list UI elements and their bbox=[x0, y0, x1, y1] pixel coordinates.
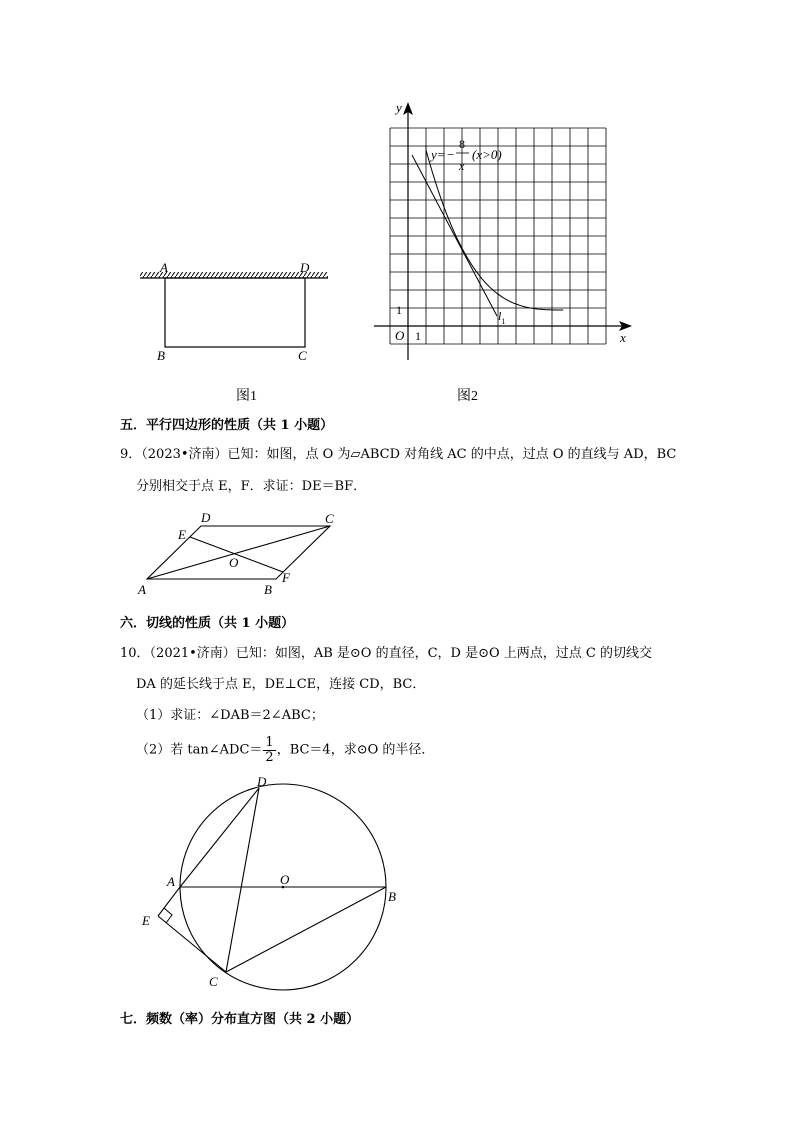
chord-dc bbox=[226, 788, 259, 972]
q9-label-a: A bbox=[138, 582, 146, 597]
chord-cb bbox=[226, 887, 386, 972]
axis-x-label: x bbox=[620, 330, 626, 345]
q10-fraction-den: 2 bbox=[265, 750, 274, 765]
q10-number: 10． bbox=[120, 646, 150, 661]
axis-y-label: y bbox=[396, 100, 402, 115]
fig1-label-b: B bbox=[157, 348, 165, 363]
formula-denominator: x bbox=[459, 159, 465, 173]
q9-source: （2023•济南） bbox=[141, 447, 228, 462]
line-l1-label: $l_1$ bbox=[498, 309, 506, 326]
fig1-label-a: A bbox=[160, 260, 168, 275]
fig2-caption: 图2 bbox=[457, 389, 478, 404]
tangent-ec bbox=[158, 916, 226, 972]
fig1-caption: 图1 bbox=[236, 389, 257, 404]
q10-part-2-suffix: ，BC＝4，求⊙O 的半径． bbox=[276, 742, 435, 758]
q10-text-1: 已知：如图，AB 是⊙O 的直径，C，D 是⊙O 上两点，过点 C 的切线交 bbox=[235, 646, 652, 661]
q9-text-1: 已知：如图，点 O 为▱ABCD 对角线 AC 的中点，过点 O 的直线与 AD，BC bbox=[227, 447, 677, 462]
fig1-label-d: D bbox=[300, 260, 310, 275]
q9-label-b: B bbox=[264, 582, 272, 597]
tick-y-label: 1 bbox=[396, 303, 402, 317]
q10-part-2-prefix: （2）若 tan∠ADC＝ bbox=[136, 742, 263, 758]
formula-numerator: 8 bbox=[459, 137, 465, 151]
formula-prefix: y= bbox=[431, 147, 446, 162]
chord-ad bbox=[180, 788, 259, 887]
q9-label-c: C bbox=[325, 511, 334, 526]
right-angle-mark bbox=[164, 908, 172, 923]
q9-label-f: F bbox=[282, 570, 290, 585]
section-5-title: 五．平行四边形的性质（共 1 小题） bbox=[120, 418, 334, 433]
q10-label-e: E bbox=[142, 913, 150, 928]
formula-suffix: (x>0) bbox=[472, 147, 502, 162]
origin-label: O bbox=[395, 328, 405, 343]
q10-source: （2021•济南） bbox=[149, 646, 236, 661]
q10-label-d: D bbox=[257, 774, 267, 789]
q9-line-2: 分别相交于点 E，F．求证：DE＝BF． bbox=[136, 479, 367, 494]
formula-minus: − bbox=[447, 147, 455, 162]
q10-fraction-num: 1 bbox=[265, 735, 274, 750]
q9-label-e: E bbox=[178, 527, 186, 542]
fig1-label-c: C bbox=[298, 348, 307, 363]
q10-line-2: DA 的延长线于点 E，DE⊥CE，连接 CD，BC． bbox=[136, 677, 426, 692]
q10-part-1: （1）求证：∠DAB＝2∠ABC； bbox=[136, 708, 324, 723]
q10-label-b: B bbox=[388, 889, 396, 904]
q9-number: 9． bbox=[120, 447, 142, 462]
section-7-title: 七．频数（率）分布直方图（共 2 小题） bbox=[120, 1012, 360, 1027]
segment-ae bbox=[158, 887, 180, 916]
q9-label-o: O bbox=[229, 555, 239, 570]
q10-label-o: O bbox=[280, 872, 290, 887]
section-6-title: 六．切线的性质（共 1 小题） bbox=[120, 616, 295, 631]
q10-label-c: C bbox=[209, 974, 218, 989]
q10-label-a: A bbox=[167, 874, 175, 889]
q9-label-d: D bbox=[201, 510, 211, 525]
tick-x-label: 1 bbox=[415, 329, 421, 343]
